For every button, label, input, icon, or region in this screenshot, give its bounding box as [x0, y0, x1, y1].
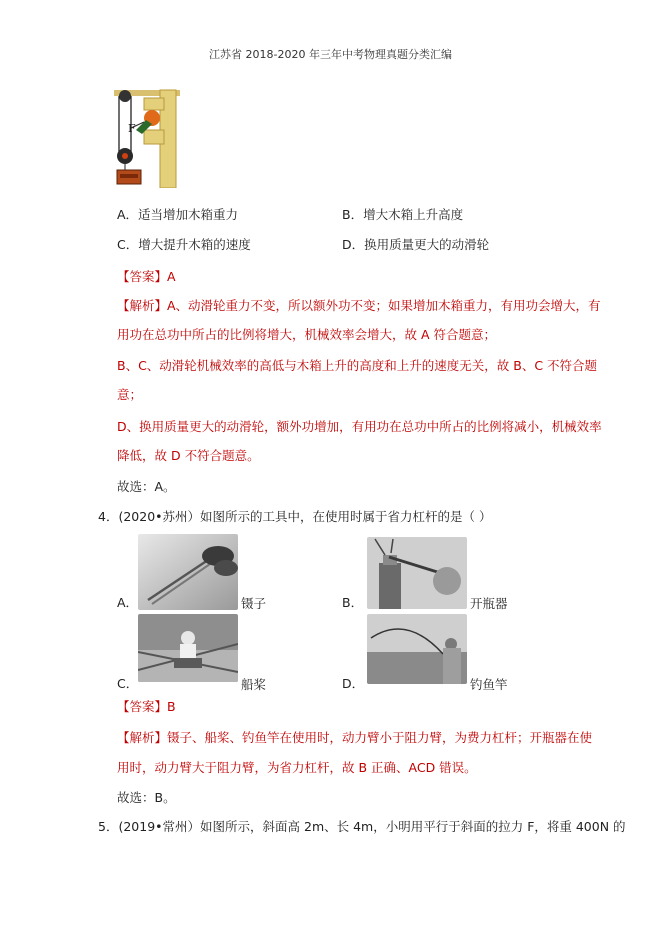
q3-option-d: D．换用质量更大的动滑轮	[342, 237, 490, 252]
fishing-photo	[367, 614, 467, 684]
q4-option-a-letter: A．	[117, 595, 139, 610]
q4-option-d-caption: 钓鱼竿	[470, 677, 508, 692]
q4-analysis-line-1: 【解析】镊子、船桨、钓鱼竿在使用时，动力臂小于阻力臂，为费力杠杆；开瓶器在使	[117, 730, 593, 745]
q3-conclusion: 故选：A。	[117, 479, 176, 494]
q3-analysis-line-1: 【解析】A、动滑轮重力不变，所以额外功不变；如果增加木箱重力，有用功会增大，有	[117, 298, 601, 313]
q4-conclusion: 故选：B。	[117, 790, 176, 805]
q3-option-b: B．增大木箱上升高度	[342, 207, 464, 222]
page-header: 江苏省 2018-2020 年三年中考物理真题分类汇编	[209, 48, 452, 61]
q4-option-d-letter: D．	[342, 676, 365, 691]
q3-option-a: A．适当增加木箱重力	[117, 207, 239, 222]
q3-answer: 【答案】A	[117, 269, 176, 284]
q5-stem: 5．(2019•常州）如图所示，斜面高 2m、长 4m，小明用平行于斜面的拉力 F，将重 400N 的	[98, 819, 626, 834]
bottle-opener-photo	[367, 537, 467, 609]
force-label-f: F	[128, 122, 136, 135]
tweezers-photo	[138, 534, 238, 610]
q4-analysis-line-2: 用时，动力臂大于阻力臂，为省力杠杆，故 B 正确、ACD 错误。	[117, 760, 477, 775]
q4-option-b-letter: B．	[342, 595, 364, 610]
q4-option-c-letter: C．	[117, 676, 139, 691]
pulley-figure	[112, 88, 184, 188]
q3-analysis-line-6: 降低，故 D 不符合题意。	[117, 448, 260, 463]
q3-analysis-line-2: 用功在总功中所占的比例将增大，机械效率会增大，故 A 符合题意；	[117, 327, 496, 342]
q4-stem: 4．(2020•苏州）如图所示的工具中，在使用时属于省力杠杆的是（ ）	[98, 509, 492, 524]
q3-option-c: C．增大提升木箱的速度	[117, 237, 251, 252]
q4-option-a-caption: 镊子	[241, 596, 267, 611]
q4-answer: 【答案】B	[117, 699, 176, 714]
q3-analysis-line-5: D、换用质量更大的动滑轮，额外功增加，有用功在总功中所占的比例将减小，机械效率	[117, 419, 602, 434]
rowing-photo	[138, 614, 238, 682]
q3-analysis-line-3: B、C、动滑轮机械效率的高低与木箱上升的高度和上升的速度无关，故 B、C 不符合题	[117, 358, 598, 373]
q3-analysis-line-4: 意；	[117, 387, 143, 402]
q4-option-b-caption: 开瓶器	[470, 596, 508, 611]
q4-option-c-caption: 船桨	[241, 677, 267, 692]
